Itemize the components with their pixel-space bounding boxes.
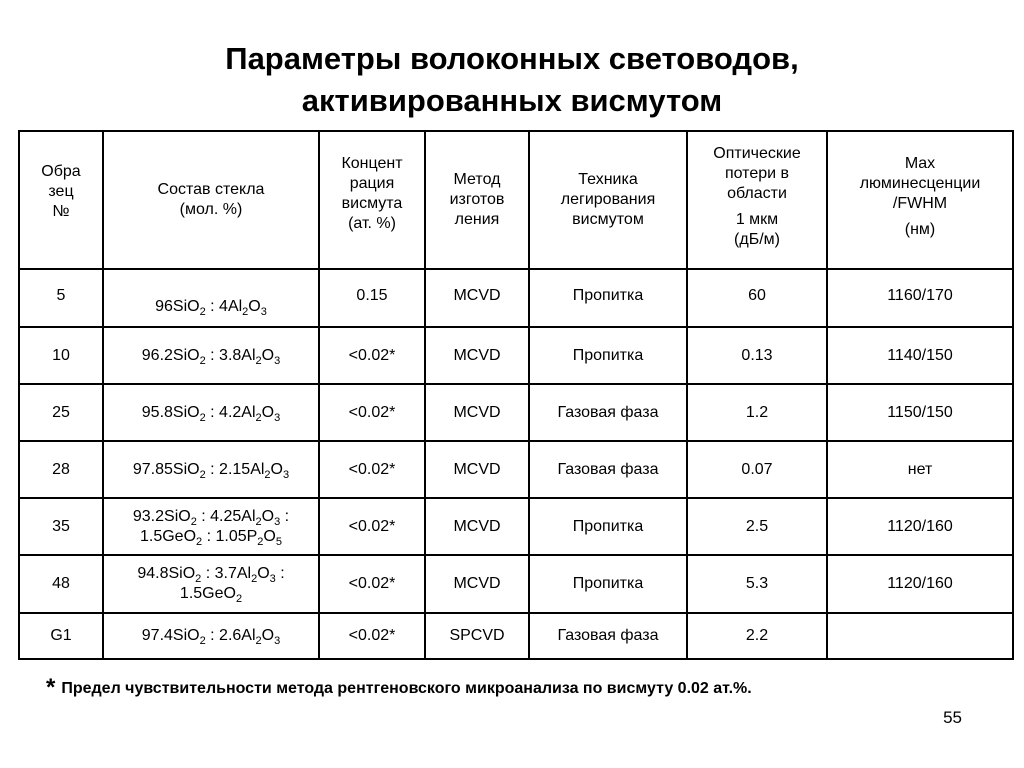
cell-method: MCVD (425, 498, 529, 555)
cell-luminescence: 1160/170 (827, 269, 1013, 327)
footnote-text: Предел чувствительности метода рентгеновского микроанализа по висмуту 0.02 ат.%. (61, 680, 752, 697)
cell-losses: 60 (687, 269, 827, 327)
cell-concentration: <0.02* (319, 327, 425, 384)
cell-losses: 0.13 (687, 327, 827, 384)
cell-concentration: 0.15 (319, 269, 425, 327)
cell-technique: Пропитка (529, 327, 687, 384)
cell-technique: Пропитка (529, 498, 687, 555)
cell-method: MCVD (425, 441, 529, 498)
cell-sample: G1 (19, 613, 103, 659)
title-line-2: активированных висмутом (301, 83, 723, 118)
cell-luminescence: 1120/160 (827, 555, 1013, 613)
header-sample: Обра зец № (19, 131, 103, 269)
header-luminescence: Max люминесценции /FWHM (нм) (827, 131, 1013, 269)
cell-losses: 5.3 (687, 555, 827, 613)
cell-concentration: <0.02* (319, 555, 425, 613)
cell-luminescence: 1140/150 (827, 327, 1013, 384)
cell-sample: 28 (19, 441, 103, 498)
cell-losses: 1.2 (687, 384, 827, 441)
page-number: 55 (943, 708, 962, 727)
cell-sample: 10 (19, 327, 103, 384)
cell-technique: Газовая фаза (529, 613, 687, 659)
table-row (19, 269, 1013, 327)
composition-line: 1.5GeO$_2$ : $1.05P_2O_5$ (139, 527, 282, 548)
footnote (46, 674, 752, 702)
table-row (19, 498, 1013, 555)
cell-technique: Пропитка (529, 555, 687, 613)
cell-composition (103, 327, 319, 384)
table-row (19, 384, 1013, 441)
composition-line: 97.4SiO$_2$ : $2.6Al_2O_3$ (141, 627, 281, 647)
cell-losses: 0.07 (687, 441, 827, 498)
table-row (19, 613, 1013, 659)
cell-sample: 25 (19, 384, 103, 441)
table-row (19, 327, 1013, 384)
header-technique: Техника легирования висмутом (529, 131, 687, 269)
composition-line: 96SiO$_2$ : $4Al_2O_3$ (155, 298, 267, 318)
header-concentration: Концент рация висмута (ат. %) (319, 131, 425, 269)
composition-line: 93.2SiO$_2$ : $4.25Al_2O_3$ : (132, 507, 290, 528)
cell-composition (103, 555, 319, 613)
cell-losses: 2.2 (687, 613, 827, 659)
cell-luminescence: 1120/160 (827, 498, 1013, 555)
cell-composition (103, 269, 319, 327)
table-row (19, 441, 1013, 498)
cell-losses: 2.5 (687, 498, 827, 555)
fiber-parameters-table (18, 130, 1014, 660)
composition-line: 94.8SiO$_2$ : $3.7Al_2O_3$ : (137, 565, 285, 585)
cell-composition (103, 498, 319, 555)
cell-sample: 35 (19, 498, 103, 555)
cell-technique: Газовая фаза (529, 384, 687, 441)
cell-luminescence (827, 613, 1013, 659)
cell-concentration: <0.02* (319, 384, 425, 441)
cell-sample: 48 (19, 555, 103, 613)
cell-concentration: <0.02* (319, 613, 425, 659)
cell-concentration: <0.02* (319, 441, 425, 498)
cell-technique: Пропитка (529, 269, 687, 327)
cell-method: MCVD (425, 555, 529, 613)
cell-method: MCVD (425, 269, 529, 327)
cell-concentration: <0.02* (319, 498, 425, 555)
cell-sample: 5 (19, 269, 103, 327)
composition-line: 1.5GeO$_2$ (179, 585, 243, 605)
footnote-asterisk: * (46, 674, 56, 701)
cell-luminescence: нет (827, 441, 1013, 498)
cell-composition (103, 613, 319, 659)
header-method: Метод изготов ления (425, 131, 529, 269)
cell-technique: Газовая фаза (529, 441, 687, 498)
cell-luminescence: 1150/150 (827, 384, 1013, 441)
header-losses: Оптические потери в области 1 мкм (дБ/м) (687, 131, 827, 269)
title-line-1: Параметры волоконных световодов, (225, 41, 799, 76)
cell-method: MCVD (425, 384, 529, 441)
cell-method: SPCVD (425, 613, 529, 659)
composition-line: 95.8SiO$_2$ : $4.2Al_2O_3$ (141, 403, 281, 424)
composition-line: 96.2SiO$_2$ : $3.8Al_2O_3$ (141, 346, 281, 367)
cell-composition (103, 384, 319, 441)
cell-method: MCVD (425, 327, 529, 384)
cell-composition (103, 441, 319, 498)
table-row (19, 555, 1013, 613)
composition-line: 97.85SiO$_2$ : $2.15Al_2O_3$ (132, 460, 290, 481)
table-header-row (19, 131, 1013, 269)
slide-title (0, 38, 1024, 122)
header-composition: Состав стекла (мол. %) (103, 131, 319, 269)
